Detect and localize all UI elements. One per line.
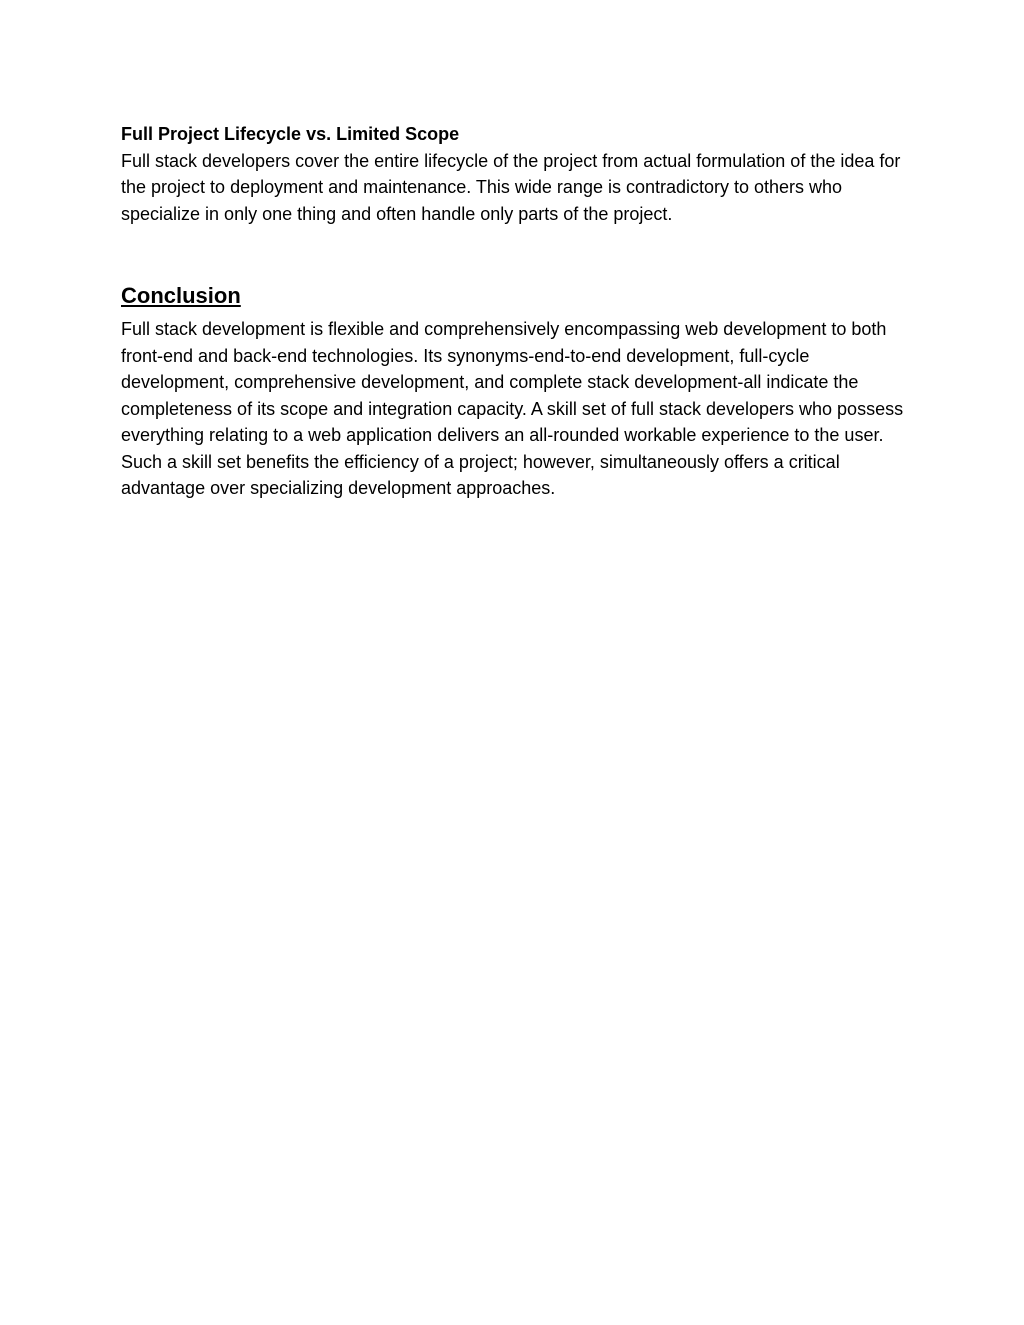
conclusion-paragraph: Full stack development is flexible and comprehensively encompassing web development to both front-end and back-end technologies. Its synonyms-end-to-end development, full-cycle development, comprehensive development, and complete stack development-all indicate the completeness of its scope and integration capacity. A skill set of full stack developers who possess everything relating to a web application delivers an all-rounded workable experience to the user. Such a skill set benefits the efficiency of a project; however, simultaneously offers a critical advantage over specializing development approaches. [121, 319, 904, 498]
document-page [121, 121, 911, 502]
conclusion-section [121, 282, 911, 502]
lifecycle-subheading: Full Project Lifecycle vs. Limited Scope [121, 124, 460, 144]
lifecycle-paragraph: Full stack developers cover the entire lifecycle of the project from actual formulation of the idea for the project to deployment and maintenance. This wide range is contradictory to others who specialize in only one thing and often handle only parts of the project. [121, 150, 901, 224]
conclusion-heading: Conclusion [121, 283, 241, 308]
lifecycle-section [121, 121, 911, 227]
